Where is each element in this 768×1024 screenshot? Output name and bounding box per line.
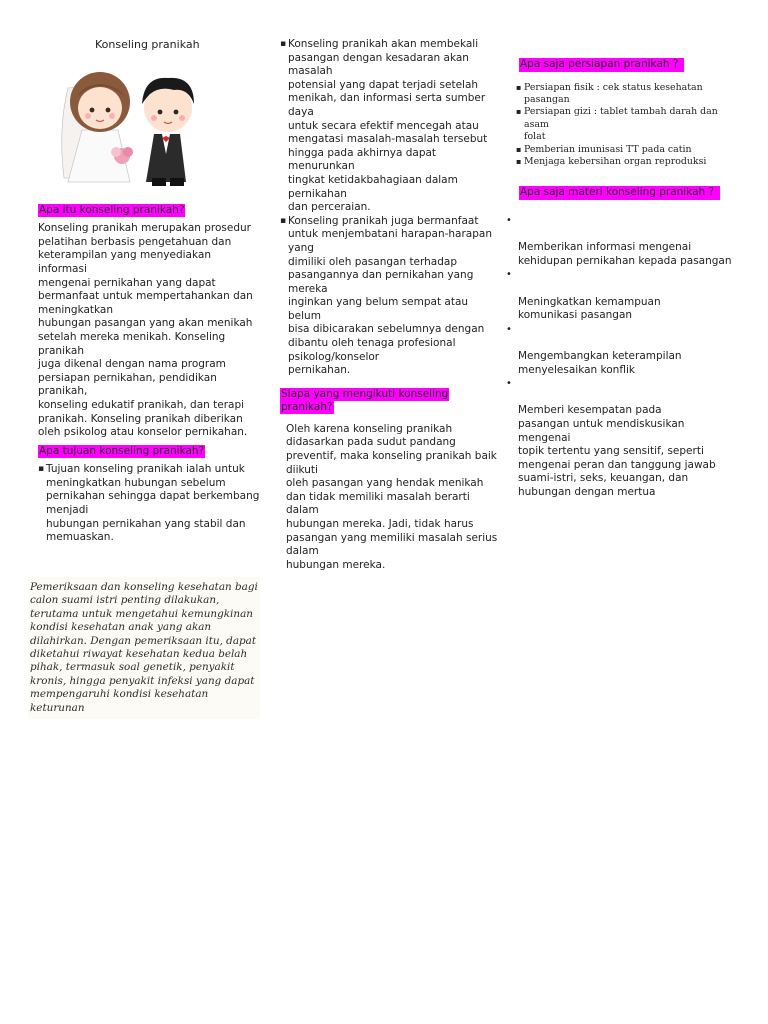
bullet-dot-icon: •: [506, 323, 512, 335]
wedding-couple-icon: [38, 58, 260, 190]
materi-list: [506, 214, 738, 499]
list-item: • Memberi kesempatan pada pasangan untuk mendiskusikan mengenai topik tertentu yang sensitif, seperti mengenai peran dan tanggung jawab suami-istri, seks, keuangan, dan hubungan dengan mertua: [506, 378, 716, 498]
list-item: ▪ Persiapan fisik : cek status kesehatan pasangan: [516, 82, 738, 107]
list-item: • Meningkatkan kemampuan komunikasi pasangan: [506, 269, 661, 322]
heading-siapa: Siapa yang mengikuti konseling pranikah?: [281, 387, 449, 413]
bullet-bermanfaat: ▪ Konseling pranikah juga bermanfaat untuk menjembatani harapan-harapan yang dimiliki oleh pasangan terhadap pasangannya dan pernikahan yang mereka inginkan yang belum sempat atau belum bisa dibicarakan sebelumnya dengan dibantu oleh tenaga profesional psikolog/konselor pernikahan.: [280, 215, 498, 378]
bullet-membekali: ▪ Konseling pranikah akan membekali pasangan dengan kesadaran akan masalah potensial yang dapat terjadi setelah menikah, dan informasi serta sumber daya untuk secara efektif mencegah atau mengatasi masalah-masalah tersebut hingga pada akhirnya dapat menurunkan tingkat ketidakbahagiaan dalam pernikahan dan perceraian.: [280, 38, 498, 215]
heading-apa-itu: Apa itu konseling pranikah?: [39, 203, 185, 216]
health-check-quote: Pemeriksaan dan konseling kesehatan bagi calon suami istri penting dilakukan, terutama untuk mengetahui kemungkinan kondisi kesehatan anak yang akan dilahirkan. Dengan pemeriksaan itu, dapat diketahui riwayat kesehatan kedua belah pihak, termasuk soal genetik, penyakit kronis, hingga penyakit infeksi yang dapat mempengaruhi kondisi kesehatan keturunan: [28, 577, 260, 719]
bullet-dot-icon: •: [506, 269, 512, 281]
column-left: [38, 38, 260, 545]
couple-illustration: [38, 58, 260, 190]
paragraph-siapa: Oleh karena konseling pranikah didasarkan pada sudut pandang preventif, maka konseling pranikah baik diikuti oleh pasangan yang hendak menikah dan tidak memiliki masalah berarti dalam hubungan mereka. Jadi, tidak harus pasangan yang memiliki masalah serius dalam hubungan mereka.: [286, 422, 498, 571]
list-item: ▪ Menjaga kebersihan organ reproduksi: [516, 156, 738, 168]
heading-materi: Apa saja materi konseling pranikah ?: [516, 186, 738, 200]
bullet-tujuan: ▪ Tujuan konseling pranikah ialah untuk meningkatkan hubungan sebelum pernikahan sehingga dapat berkembang menjadi hubungan pernikahan yang stabil dan memuaskan.: [38, 463, 260, 545]
list-item: • Mengembangkan keterampilan menyelesaikan konflik: [506, 323, 682, 376]
paragraph-apa-itu: Konseling pranikah merupakan prosedur pelatihan berbasis pengetahuan dan keterampilan yang menyediakan informasi mengenai pernikahan yang dapat bermanfaat untuk mempertahankan dan meningkatkan hubungan pasangan yang akan menikah setelah mereka menikah. Konseling pranikah juga dikenal dengan nama program persiapan pernikahan, pendidikan pranikah, konseling edukatif pranikah, dan terapi pranikah. Konseling pranikah diberikan oleh psikolog atau konselor pernikahan.: [38, 222, 253, 439]
column-middle: [280, 38, 498, 572]
list-item: • Memberikan informasi mengenai kehidupan pernikahan kepada pasangan: [506, 215, 732, 267]
heading-persiapan: Apa saja persiapan pranikah ?: [516, 58, 738, 72]
heading-tujuan: Apa tujuan konseling pranikah?: [39, 444, 205, 457]
bullet-dot-icon: •: [506, 215, 512, 227]
brochure-title: Konseling pranikah: [95, 38, 200, 51]
list-item: ▪ Persiapan gizi : tablet tambah darah dan asam folat: [516, 106, 738, 143]
column-right: [506, 58, 738, 500]
bullet-dot-icon: •: [506, 378, 512, 390]
list-item: ▪ Pemberian imunisasi TT pada catin: [516, 144, 738, 156]
persiapan-list: [516, 82, 738, 169]
